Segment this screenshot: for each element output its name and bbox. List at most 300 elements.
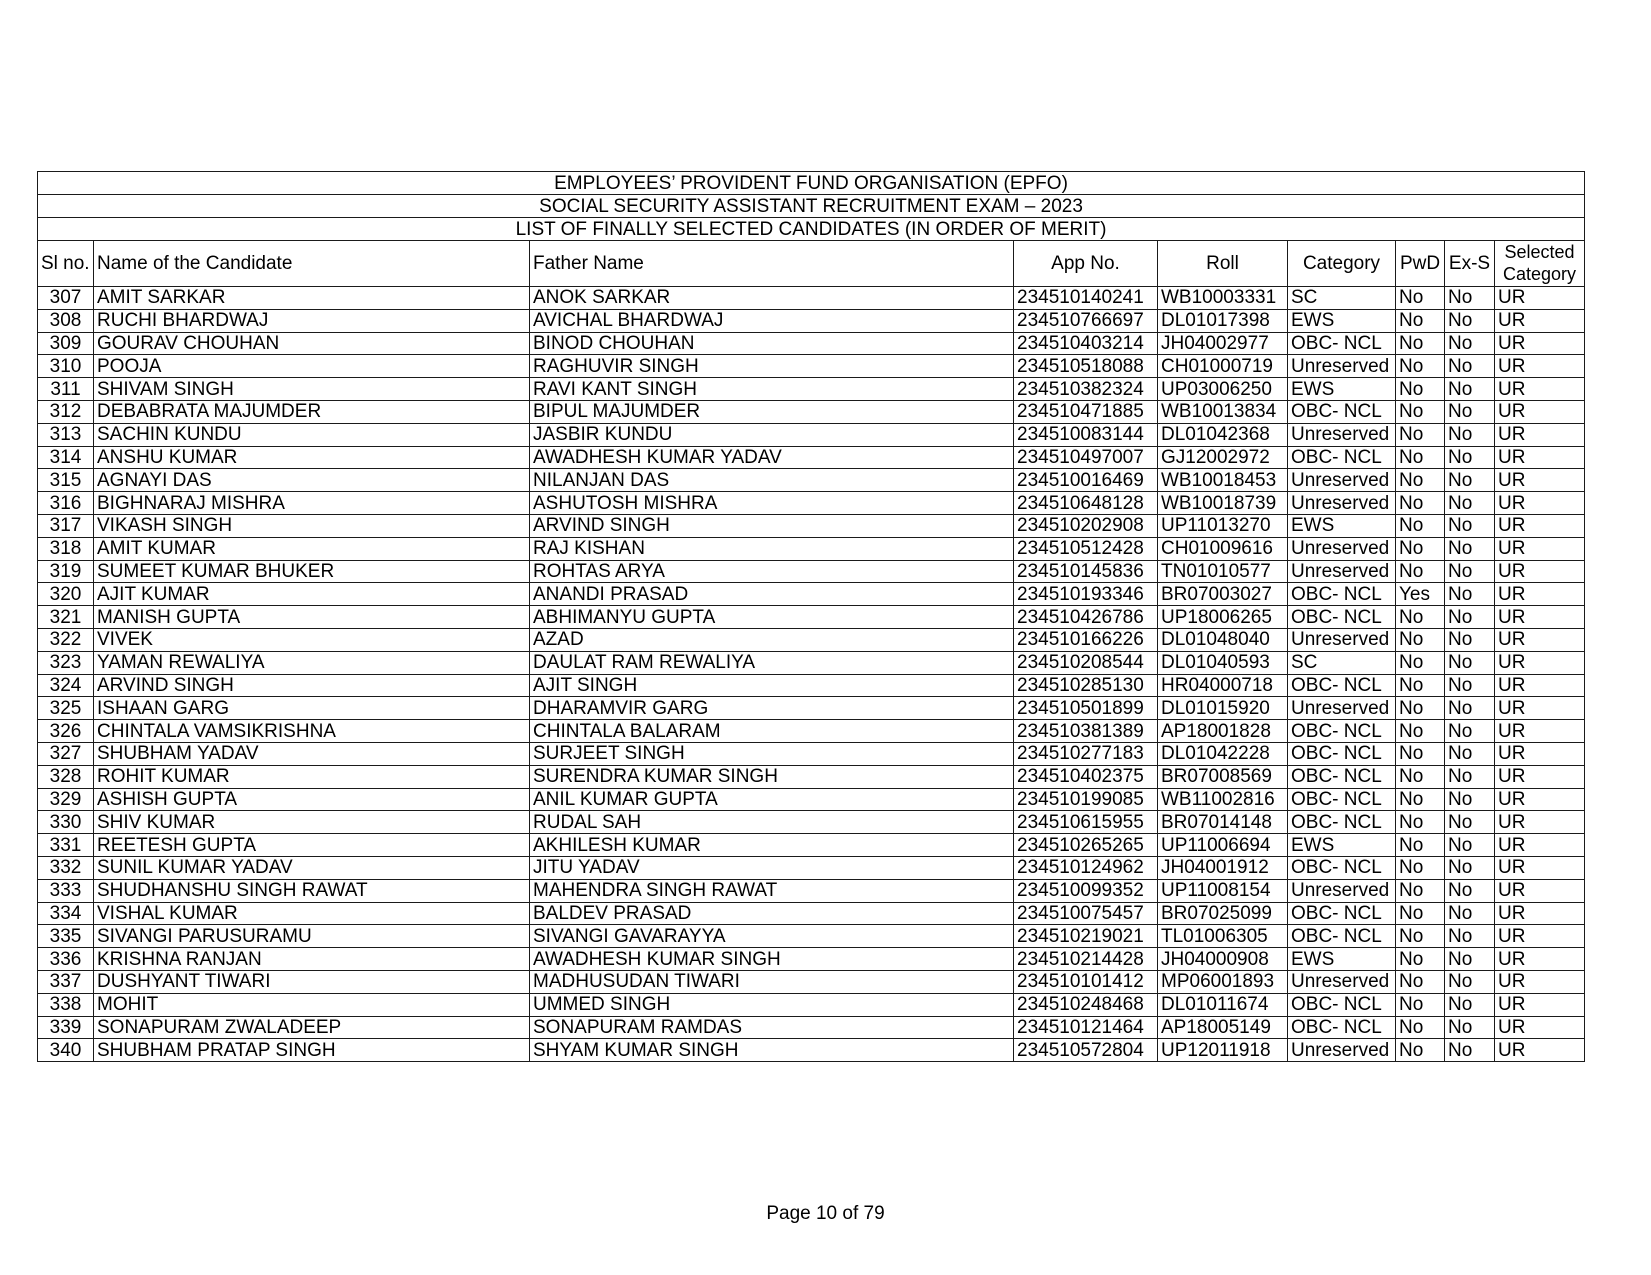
col-header-pwd: PwD	[1396, 241, 1445, 287]
father-name-cell: DAULAT RAM REWALIYA	[530, 651, 1014, 674]
sl-no-cell: 327	[38, 742, 94, 765]
roll-cell: UP11006694	[1158, 834, 1288, 857]
app-no-cell: 234510501899	[1014, 697, 1158, 720]
category-cell: OBC- NCL	[1288, 332, 1396, 355]
app-no-cell: 234510471885	[1014, 400, 1158, 423]
category-cell: Unreserved	[1288, 355, 1396, 378]
candidate-name-cell: SHUBHAM YADAV	[94, 742, 530, 765]
roll-cell: WB10013834	[1158, 400, 1288, 423]
category-cell: OBC- NCL	[1288, 742, 1396, 765]
table-row	[38, 902, 1585, 925]
pwd-cell: No	[1396, 628, 1445, 651]
candidate-name-cell: RUCHI BHARDWAJ	[94, 309, 530, 332]
candidate-name-cell: REETESH GUPTA	[94, 834, 530, 857]
candidate-name-cell: ROHIT KUMAR	[94, 765, 530, 788]
category-cell: OBC- NCL	[1288, 1016, 1396, 1039]
app-no-cell: 234510121464	[1014, 1016, 1158, 1039]
roll-cell: MP06001893	[1158, 970, 1288, 993]
category-cell: Unreserved	[1288, 423, 1396, 446]
selected-category-cell: UR	[1495, 674, 1585, 697]
table-row	[38, 697, 1585, 720]
category-cell: Unreserved	[1288, 469, 1396, 492]
sl-no-cell: 330	[38, 811, 94, 834]
app-no-cell: 234510572804	[1014, 1039, 1158, 1062]
app-no-cell: 234510497007	[1014, 446, 1158, 469]
app-no-cell: 234510193346	[1014, 583, 1158, 606]
sl-no-cell: 318	[38, 537, 94, 560]
father-name-cell: JASBIR KUNDU	[530, 423, 1014, 446]
sl-no-cell: 328	[38, 765, 94, 788]
sl-no-cell: 337	[38, 970, 94, 993]
father-name-cell: ANIL KUMAR GUPTA	[530, 788, 1014, 811]
category-cell: EWS	[1288, 514, 1396, 537]
app-no-cell: 234510202908	[1014, 514, 1158, 537]
ex-s-cell: No	[1445, 879, 1495, 902]
sl-no-cell: 311	[38, 378, 94, 401]
candidate-name-cell: SUMEET KUMAR BHUKER	[94, 560, 530, 583]
selected-category-cell: UR	[1495, 1039, 1585, 1062]
roll-cell: DL01015920	[1158, 697, 1288, 720]
father-name-cell: MADHUSUDAN TIWARI	[530, 970, 1014, 993]
father-name-cell: ARVIND SINGH	[530, 514, 1014, 537]
list-title: LIST OF FINALLY SELECTED CANDIDATES (IN ORDER OF MERIT)	[38, 218, 1585, 241]
category-cell: Unreserved	[1288, 879, 1396, 902]
selected-category-cell: UR	[1495, 811, 1585, 834]
sl-no-cell: 336	[38, 948, 94, 971]
app-no-cell: 234510285130	[1014, 674, 1158, 697]
app-no-cell: 234510214428	[1014, 948, 1158, 971]
table-row	[38, 446, 1585, 469]
roll-cell: DL01048040	[1158, 628, 1288, 651]
sl-no-cell: 325	[38, 697, 94, 720]
category-cell: OBC- NCL	[1288, 446, 1396, 469]
roll-cell: DL01017398	[1158, 309, 1288, 332]
pwd-cell: No	[1396, 993, 1445, 1016]
father-name-cell: AKHILESH KUMAR	[530, 834, 1014, 857]
sl-no-cell: 321	[38, 606, 94, 629]
sl-no-cell: 309	[38, 332, 94, 355]
selected-category-cell: UR	[1495, 879, 1585, 902]
exam-title: SOCIAL SECURITY ASSISTANT RECRUITMENT EXAM – 2023	[38, 195, 1585, 218]
sl-no-cell: 323	[38, 651, 94, 674]
ex-s-cell: No	[1445, 606, 1495, 629]
father-name-cell: RUDAL SAH	[530, 811, 1014, 834]
table-row	[38, 514, 1585, 537]
roll-cell: CH01009616	[1158, 537, 1288, 560]
sl-no-cell: 340	[38, 1039, 94, 1062]
ex-s-cell: No	[1445, 720, 1495, 743]
roll-cell: CH01000719	[1158, 355, 1288, 378]
father-name-cell: CHINTALA BALARAM	[530, 720, 1014, 743]
selected-category-cell: UR	[1495, 628, 1585, 651]
father-name-cell: SIVANGI GAVARAYYA	[530, 925, 1014, 948]
father-name-cell: RAJ KISHAN	[530, 537, 1014, 560]
title-row-organisation	[38, 172, 1585, 195]
table-row	[38, 993, 1585, 1016]
candidate-name-cell: SHIV KUMAR	[94, 811, 530, 834]
candidate-name-cell: SIVANGI PARUSURAMU	[94, 925, 530, 948]
sl-no-cell: 329	[38, 788, 94, 811]
selected-category-cell: UR	[1495, 400, 1585, 423]
pwd-cell: Yes	[1396, 583, 1445, 606]
table-row	[38, 834, 1585, 857]
roll-cell: UP11008154	[1158, 879, 1288, 902]
category-cell: OBC- NCL	[1288, 788, 1396, 811]
table-row	[38, 628, 1585, 651]
table-row	[38, 925, 1585, 948]
roll-cell: WB11002816	[1158, 788, 1288, 811]
selected-category-cell: UR	[1495, 560, 1585, 583]
app-no-cell: 234510518088	[1014, 355, 1158, 378]
pwd-cell: No	[1396, 879, 1445, 902]
selected-category-cell: UR	[1495, 1016, 1585, 1039]
selected-category-cell: UR	[1495, 697, 1585, 720]
sl-no-cell: 320	[38, 583, 94, 606]
pwd-cell: No	[1396, 765, 1445, 788]
pwd-cell: No	[1396, 446, 1445, 469]
father-name-cell: AWADHESH KUMAR SINGH	[530, 948, 1014, 971]
org-title: EMPLOYEES’ PROVIDENT FUND ORGANISATION (EPFO)	[38, 172, 1585, 195]
roll-cell: DL01011674	[1158, 993, 1288, 1016]
roll-cell: UP12011918	[1158, 1039, 1288, 1062]
pwd-cell: No	[1396, 355, 1445, 378]
ex-s-cell: No	[1445, 834, 1495, 857]
pwd-cell: No	[1396, 742, 1445, 765]
ex-s-cell: No	[1445, 583, 1495, 606]
father-name-cell: BINOD CHOUHAN	[530, 332, 1014, 355]
app-no-cell: 234510265265	[1014, 834, 1158, 857]
app-no-cell: 234510766697	[1014, 309, 1158, 332]
ex-s-cell: No	[1445, 514, 1495, 537]
title-row-list	[38, 218, 1585, 241]
pwd-cell: No	[1396, 537, 1445, 560]
roll-cell: DL01042228	[1158, 742, 1288, 765]
category-cell: Unreserved	[1288, 1039, 1396, 1062]
selected-category-cell: UR	[1495, 355, 1585, 378]
pwd-cell: No	[1396, 788, 1445, 811]
selected-category-cell: UR	[1495, 378, 1585, 401]
category-cell: EWS	[1288, 378, 1396, 401]
sl-no-cell: 338	[38, 993, 94, 1016]
sl-no-cell: 316	[38, 492, 94, 515]
candidate-name-cell: ISHAAN GARG	[94, 697, 530, 720]
ex-s-cell: No	[1445, 423, 1495, 446]
ex-s-cell: No	[1445, 1016, 1495, 1039]
selected-category-cell: UR	[1495, 765, 1585, 788]
roll-cell: UP03006250	[1158, 378, 1288, 401]
selected-header-line-1: Selected	[1504, 241, 1575, 262]
roll-cell: BR07008569	[1158, 765, 1288, 788]
father-name-cell: AVICHAL BHARDWAJ	[530, 309, 1014, 332]
table-row	[38, 811, 1585, 834]
app-no-cell: 234510101412	[1014, 970, 1158, 993]
candidate-name-cell: ARVIND SINGH	[94, 674, 530, 697]
roll-cell: BR07014148	[1158, 811, 1288, 834]
pwd-cell: No	[1396, 606, 1445, 629]
father-name-cell: JITU YADAV	[530, 856, 1014, 879]
app-no-cell: 234510199085	[1014, 788, 1158, 811]
table-row	[38, 423, 1585, 446]
sl-no-cell: 313	[38, 423, 94, 446]
candidate-name-cell: VIVEK	[94, 628, 530, 651]
table-row	[38, 492, 1585, 515]
roll-cell: HR04000718	[1158, 674, 1288, 697]
selected-header-line-2: Category	[1503, 263, 1577, 284]
app-no-cell: 234510382324	[1014, 378, 1158, 401]
ex-s-cell: No	[1445, 537, 1495, 560]
pwd-cell: No	[1396, 697, 1445, 720]
father-name-cell: AZAD	[530, 628, 1014, 651]
app-no-cell: 234510615955	[1014, 811, 1158, 834]
ex-s-cell: No	[1445, 856, 1495, 879]
selected-category-cell: UR	[1495, 332, 1585, 355]
father-name-cell: RAVI KANT SINGH	[530, 378, 1014, 401]
roll-cell: TN01010577	[1158, 560, 1288, 583]
ex-s-cell: No	[1445, 332, 1495, 355]
roll-cell: JH04002977	[1158, 332, 1288, 355]
candidate-name-cell: AMIT KUMAR	[94, 537, 530, 560]
ex-s-cell: No	[1445, 925, 1495, 948]
pwd-cell: No	[1396, 378, 1445, 401]
father-name-cell: SURENDRA KUMAR SINGH	[530, 765, 1014, 788]
candidate-name-cell: YAMAN REWALIYA	[94, 651, 530, 674]
app-no-cell: 234510124962	[1014, 856, 1158, 879]
table-row	[38, 742, 1585, 765]
sl-no-cell: 335	[38, 925, 94, 948]
sl-no-cell: 312	[38, 400, 94, 423]
app-no-cell: 234510208544	[1014, 651, 1158, 674]
pwd-cell: No	[1396, 287, 1445, 310]
category-cell: SC	[1288, 287, 1396, 310]
selected-category-cell: UR	[1495, 492, 1585, 515]
sl-no-cell: 314	[38, 446, 94, 469]
col-header-ex-s: Ex-S	[1445, 241, 1495, 287]
category-cell: Unreserved	[1288, 970, 1396, 993]
roll-cell: DL01040593	[1158, 651, 1288, 674]
candidate-name-cell: SONAPURAM ZWALADEEP	[94, 1016, 530, 1039]
category-cell: Unreserved	[1288, 492, 1396, 515]
category-cell: Unreserved	[1288, 697, 1396, 720]
selected-category-cell: UR	[1495, 583, 1585, 606]
selected-category-cell: UR	[1495, 423, 1585, 446]
sl-no-cell: 319	[38, 560, 94, 583]
pwd-cell: No	[1396, 811, 1445, 834]
pwd-cell: No	[1396, 560, 1445, 583]
app-no-cell: 234510140241	[1014, 287, 1158, 310]
table-row	[38, 287, 1585, 310]
table-row	[38, 355, 1585, 378]
table-row	[38, 970, 1585, 993]
table-row	[38, 765, 1585, 788]
table-row	[38, 720, 1585, 743]
page-number: Page 10 of 79	[766, 1203, 885, 1224]
selected-category-cell: UR	[1495, 948, 1585, 971]
category-cell: EWS	[1288, 948, 1396, 971]
father-name-cell: RAGHUVIR SINGH	[530, 355, 1014, 378]
ex-s-cell: No	[1445, 742, 1495, 765]
sl-no-cell: 307	[38, 287, 94, 310]
candidate-name-cell: POOJA	[94, 355, 530, 378]
table-row	[38, 469, 1585, 492]
roll-cell: WB10018453	[1158, 469, 1288, 492]
category-cell: OBC- NCL	[1288, 583, 1396, 606]
pwd-cell: No	[1396, 651, 1445, 674]
selected-category-cell: UR	[1495, 287, 1585, 310]
app-no-cell: 234510083144	[1014, 423, 1158, 446]
father-name-cell: ASHUTOSH MISHRA	[530, 492, 1014, 515]
father-name-cell: SHYAM KUMAR SINGH	[530, 1039, 1014, 1062]
col-header-father-name: Father Name	[530, 241, 1014, 287]
col-header-app-no: App No.	[1014, 241, 1158, 287]
roll-cell: DL01042368	[1158, 423, 1288, 446]
table-row	[38, 1039, 1585, 1062]
pwd-cell: No	[1396, 423, 1445, 446]
pwd-cell: No	[1396, 970, 1445, 993]
roll-cell: WB10018739	[1158, 492, 1288, 515]
pwd-cell: No	[1396, 1016, 1445, 1039]
ex-s-cell: No	[1445, 788, 1495, 811]
category-cell: OBC- NCL	[1288, 400, 1396, 423]
app-no-cell: 234510248468	[1014, 993, 1158, 1016]
ex-s-cell: No	[1445, 1039, 1495, 1062]
father-name-cell: SURJEET SINGH	[530, 742, 1014, 765]
category-cell: EWS	[1288, 834, 1396, 857]
pwd-cell: No	[1396, 720, 1445, 743]
ex-s-cell: No	[1445, 355, 1495, 378]
app-no-cell: 234510219021	[1014, 925, 1158, 948]
pwd-cell: No	[1396, 674, 1445, 697]
app-no-cell: 234510277183	[1014, 742, 1158, 765]
ex-s-cell: No	[1445, 765, 1495, 788]
candidate-name-cell: SHUDHANSHU SINGH RAWAT	[94, 879, 530, 902]
candidate-name-cell: AGNAYI DAS	[94, 469, 530, 492]
category-cell: OBC- NCL	[1288, 606, 1396, 629]
pwd-cell: No	[1396, 948, 1445, 971]
selected-category-cell: UR	[1495, 788, 1585, 811]
selected-category-cell: UR	[1495, 902, 1585, 925]
app-no-cell: 234510166226	[1014, 628, 1158, 651]
sl-no-cell: 315	[38, 469, 94, 492]
sl-no-cell: 333	[38, 879, 94, 902]
category-cell: OBC- NCL	[1288, 674, 1396, 697]
pwd-cell: No	[1396, 902, 1445, 925]
ex-s-cell: No	[1445, 560, 1495, 583]
app-no-cell: 234510403214	[1014, 332, 1158, 355]
ex-s-cell: No	[1445, 469, 1495, 492]
roll-cell: AP18001828	[1158, 720, 1288, 743]
roll-cell: JH04000908	[1158, 948, 1288, 971]
father-name-cell: AJIT SINGH	[530, 674, 1014, 697]
ex-s-cell: No	[1445, 309, 1495, 332]
ex-s-cell: No	[1445, 651, 1495, 674]
category-cell: OBC- NCL	[1288, 925, 1396, 948]
father-name-cell: BIPUL MAJUMDER	[530, 400, 1014, 423]
sl-no-cell: 308	[38, 309, 94, 332]
candidate-name-cell: DUSHYANT TIWARI	[94, 970, 530, 993]
candidate-name-cell: GOURAV CHOUHAN	[94, 332, 530, 355]
app-no-cell: 234510075457	[1014, 902, 1158, 925]
sl-no-cell: 326	[38, 720, 94, 743]
table-row	[38, 583, 1585, 606]
col-header-sl-no: Sl no.	[38, 241, 94, 287]
candidate-name-cell: VIKASH SINGH	[94, 514, 530, 537]
table-row	[38, 948, 1585, 971]
merit-list-table	[37, 171, 1585, 1062]
father-name-cell: SONAPURAM RAMDAS	[530, 1016, 1014, 1039]
table-row	[38, 856, 1585, 879]
ex-s-cell: No	[1445, 287, 1495, 310]
selected-category-cell: UR	[1495, 993, 1585, 1016]
table-row	[38, 560, 1585, 583]
pwd-cell: No	[1396, 492, 1445, 515]
ex-s-cell: No	[1445, 400, 1495, 423]
roll-cell: TL01006305	[1158, 925, 1288, 948]
father-name-cell: DHARAMVIR GARG	[530, 697, 1014, 720]
candidate-name-cell: ASHISH GUPTA	[94, 788, 530, 811]
ex-s-cell: No	[1445, 378, 1495, 401]
ex-s-cell: No	[1445, 674, 1495, 697]
pwd-cell: No	[1396, 469, 1445, 492]
selected-category-cell: UR	[1495, 309, 1585, 332]
pwd-cell: No	[1396, 514, 1445, 537]
candidate-name-cell: SHIVAM SINGH	[94, 378, 530, 401]
app-no-cell: 234510426786	[1014, 606, 1158, 629]
category-cell: OBC- NCL	[1288, 720, 1396, 743]
father-name-cell: ROHTAS ARYA	[530, 560, 1014, 583]
ex-s-cell: No	[1445, 697, 1495, 720]
selected-category-cell: UR	[1495, 925, 1585, 948]
category-cell: OBC- NCL	[1288, 902, 1396, 925]
table-row	[38, 788, 1585, 811]
table-row	[38, 309, 1585, 332]
sl-no-cell: 331	[38, 834, 94, 857]
table-row	[38, 378, 1585, 401]
ex-s-cell: No	[1445, 492, 1495, 515]
roll-cell: WB10003331	[1158, 287, 1288, 310]
table-row	[38, 1016, 1585, 1039]
app-no-cell: 234510648128	[1014, 492, 1158, 515]
ex-s-cell: No	[1445, 446, 1495, 469]
selected-category-cell: UR	[1495, 446, 1585, 469]
candidate-name-cell: SUNIL KUMAR YADAV	[94, 856, 530, 879]
table-row	[38, 537, 1585, 560]
selected-category-cell: UR	[1495, 514, 1585, 537]
column-header-row	[38, 241, 1585, 287]
pwd-cell: No	[1396, 1039, 1445, 1062]
candidate-name-cell: MANISH GUPTA	[94, 606, 530, 629]
category-cell: OBC- NCL	[1288, 765, 1396, 788]
sl-no-cell: 324	[38, 674, 94, 697]
category-cell: EWS	[1288, 309, 1396, 332]
pwd-cell: No	[1396, 856, 1445, 879]
table-row	[38, 400, 1585, 423]
roll-cell: AP18005149	[1158, 1016, 1288, 1039]
app-no-cell: 234510381389	[1014, 720, 1158, 743]
table-row	[38, 651, 1585, 674]
pwd-cell: No	[1396, 332, 1445, 355]
col-header-selected-category	[1495, 241, 1585, 287]
pwd-cell: No	[1396, 400, 1445, 423]
candidate-name-cell: MOHIT	[94, 993, 530, 1016]
candidate-name-cell: CHINTALA VAMSIKRISHNA	[94, 720, 530, 743]
candidate-name-cell: SACHIN KUNDU	[94, 423, 530, 446]
table-row	[38, 606, 1585, 629]
father-name-cell: ANANDI PRASAD	[530, 583, 1014, 606]
sl-no-cell: 310	[38, 355, 94, 378]
category-cell: OBC- NCL	[1288, 856, 1396, 879]
app-no-cell: 234510145836	[1014, 560, 1158, 583]
father-name-cell: ANOK SARKAR	[530, 287, 1014, 310]
